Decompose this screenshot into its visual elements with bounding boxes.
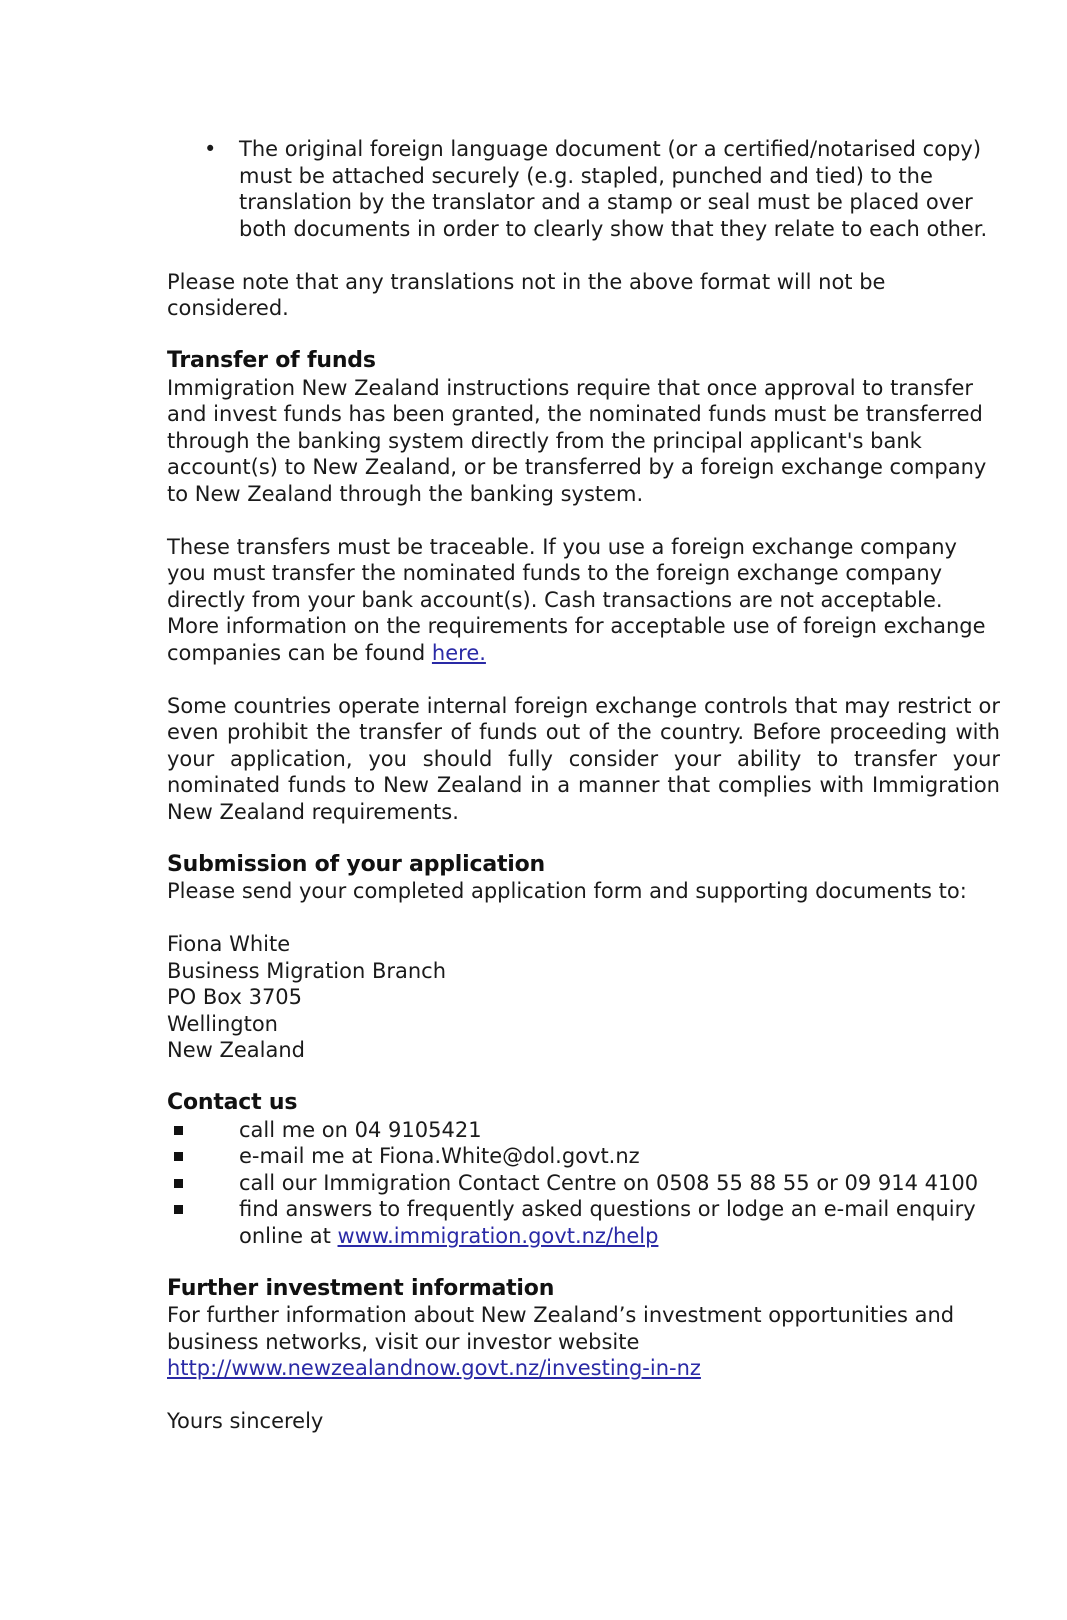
bullet-dot-icon: • bbox=[204, 137, 217, 161]
contact-item-phone bbox=[167, 1117, 1000, 1144]
translation-requirements-list bbox=[167, 136, 1000, 242]
transfer-paragraph-2-text: These transfers must be traceable. If you use a foreign exchange company you must transfer the nominated funds to the foreign exchange company directly from your bank account(s). Cash transactions are not acceptable. More information on the requirements for acceptable use of foreign exchange companies can be found bbox=[167, 534, 986, 665]
list-item bbox=[167, 136, 1000, 242]
closing-salutation: Yours sincerely bbox=[167, 1409, 324, 1433]
submission-heading: Submission of your application bbox=[167, 851, 546, 877]
mailing-address bbox=[167, 931, 1000, 1064]
contact-list bbox=[167, 1117, 1000, 1250]
square-bullet-icon bbox=[174, 1179, 183, 1188]
contact-item-text: e-mail me at Fiona.White@dol.govt.nz bbox=[239, 1144, 640, 1168]
address-branch: Business Migration Branch bbox=[167, 958, 447, 983]
address-country: New Zealand bbox=[167, 1038, 305, 1062]
contact-item-text: find answers to frequently asked questions or lodge an e-mail enquiry online at bbox=[239, 1197, 976, 1248]
contact-item-text: call me on 04 9105421 bbox=[239, 1117, 482, 1142]
transfer-paragraph-3: Some countries operate internal foreign exchange controls that may restrict or even prohibit the transfer of funds out of the country. Before proceeding with your application, you should fully consider your ability to transfer your nominated funds to New Zealand in a manner that complies with Immigration New Zealand requirements. bbox=[167, 693, 1000, 824]
transfer-paragraph-2 bbox=[167, 534, 1000, 667]
list-item-text: The original foreign language document (or a certified/notarised copy) must be attached securely (e.g. stapled, punched and tied) to the translation by the translator and a stamp or seal must be placed over both documents in order to clearly show that they relate to each other. bbox=[239, 137, 988, 241]
translation-note: Please note that any translations not in the above format will not be considered. bbox=[167, 269, 886, 320]
transfer-paragraph-1: Immigration New Zealand instructions require that once approval to transfer and invest funds has been granted, the nominated funds must be transferred through the banking system directly from the principal applicant's bank account(s) to New Zealand, or be transferred by a foreign exchange company to New Zealand through the banking system. bbox=[167, 375, 987, 506]
address-name: Fiona White bbox=[167, 932, 291, 956]
investment-text: For further information about New Zealand’s investment opportunities and business networks, visit our investor website bbox=[167, 1303, 955, 1354]
square-bullet-icon bbox=[174, 1126, 183, 1135]
investment-heading: Further investment information bbox=[167, 1275, 555, 1301]
address-city: Wellington bbox=[167, 1011, 278, 1036]
investment-link-line bbox=[167, 1355, 1000, 1382]
contact-item-email bbox=[167, 1143, 1000, 1170]
immigration-help-link[interactable]: www.immigration.govt.nz/help bbox=[337, 1223, 659, 1248]
contact-item-online bbox=[167, 1196, 1000, 1249]
square-bullet-icon bbox=[174, 1205, 183, 1214]
contact-heading: Contact us bbox=[167, 1090, 298, 1115]
investor-website-link[interactable]: http://www.newzealandnow.govt.nz/investing-in-nz bbox=[167, 1356, 701, 1380]
square-bullet-icon bbox=[174, 1152, 183, 1161]
here-link[interactable]: here. bbox=[431, 640, 486, 665]
submission-text: Please send your completed application form and supporting documents to: bbox=[167, 879, 967, 903]
transfer-heading: Transfer of funds bbox=[167, 348, 376, 373]
contact-item-text: call our Immigration Contact Centre on 0508 55 88 55 or 09 914 4100 bbox=[239, 1170, 979, 1195]
letter-body bbox=[167, 136, 1000, 1435]
address-po-box: PO Box 3705 bbox=[167, 985, 303, 1009]
contact-item-contact-centre bbox=[167, 1170, 1000, 1197]
